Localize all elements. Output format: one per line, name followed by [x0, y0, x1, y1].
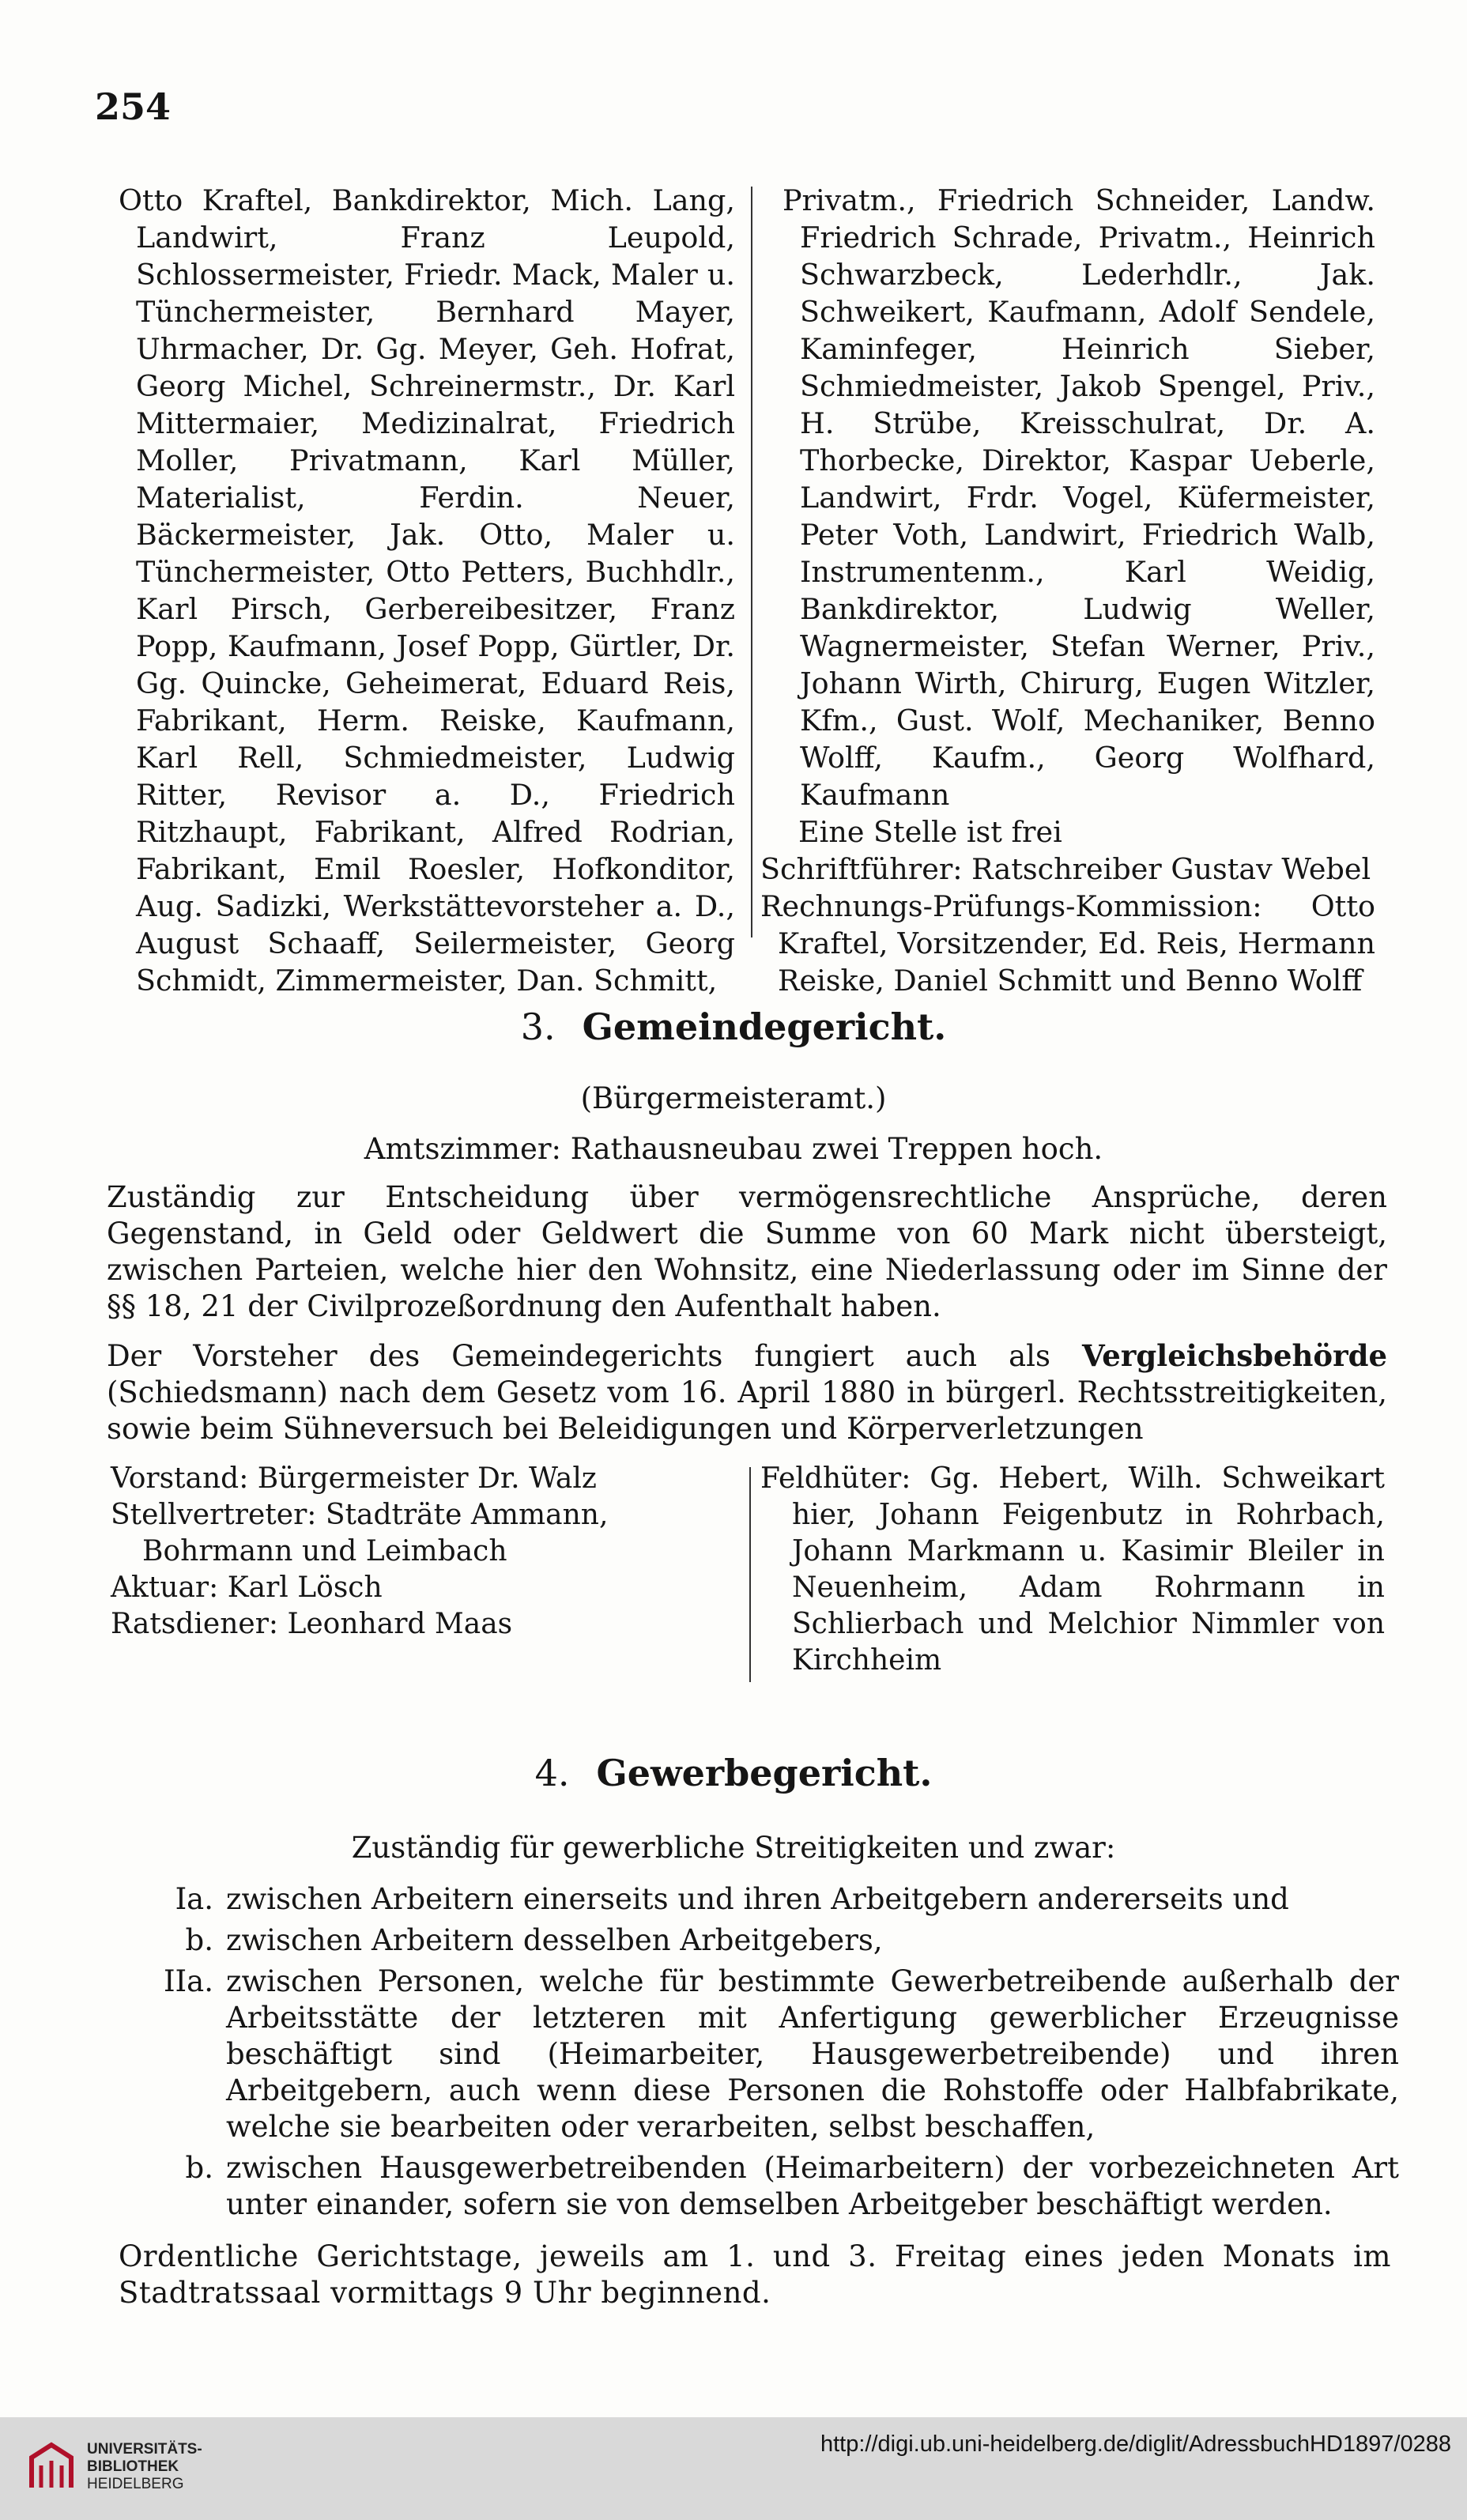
column-divider-section-3	[749, 1467, 751, 1682]
secretary-entry: Schriftführer: Ratschreiber Gustav Webel	[760, 852, 1371, 886]
top-left-column	[119, 182, 735, 999]
staff-chair: Vorstand: Bürgermeister Dr. Walz	[111, 1462, 597, 1495]
section-4-heading	[0, 1752, 1467, 1794]
list-item	[119, 1881, 1399, 1918]
section-4-number: 4.	[534, 1752, 570, 1794]
section-3-staff-left	[111, 1461, 743, 1643]
university-library-logo-icon	[16, 2431, 87, 2502]
list-item-label: b.	[185, 1923, 213, 1957]
section-3-office: Amtszimmer: Rathausneubau zwei Treppen hoch.	[364, 1132, 1103, 1166]
list-item-label: Ia.	[175, 1882, 213, 1916]
mediation-text-part1: Der Vorsteher des Gemeindegerichts fungiert auch als	[107, 1339, 1082, 1373]
vacancy-note: Eine Stelle ist frei	[798, 815, 1062, 849]
top-right-column	[760, 182, 1375, 999]
section-4-court-days	[119, 2239, 1391, 2311]
list-item-text: zwischen Arbeitern desselben Arbeitgebers,	[226, 1923, 883, 1957]
column-divider-top	[751, 187, 752, 937]
list-item	[119, 1922, 1399, 1959]
section-3-title: Gemeindegericht.	[582, 1005, 947, 1048]
list-item-text: zwischen Arbeitern einerseits und ihren Arbeitgebern andererseits und	[226, 1882, 1289, 1916]
section-3-jurisdiction	[107, 1179, 1387, 1325]
section-3-staff-right	[760, 1461, 1385, 1679]
staff-clerk: Aktuar: Karl Lösch	[111, 1571, 383, 1604]
mediation-text-part2: (Schiedsmann) nach dem Gesetz vom 16. April 1880 in bürgerl. Rechtsstreitigkeiten, sowie beim Sühneversuch bei Beleidigungen und Körperverletzungen	[107, 1375, 1387, 1446]
section-3-heading	[0, 1005, 1467, 1048]
section-4-title: Gewerbegericht.	[596, 1752, 933, 1794]
logo-text	[87, 2441, 202, 2493]
list-item-label: b.	[185, 2151, 213, 2185]
section-3-mediation	[107, 1337, 1387, 1447]
list-item-label: IIa.	[163, 1964, 213, 1998]
list-item-text: zwischen Hausgewerbetreibenden (Heimarbeitern) der vorbezeichneten Art unter einander, sofern sie von demselben Arbeitgeber beschäftigt werden.	[226, 2151, 1399, 2221]
jurisdiction-text: Zuständig zur Entscheidung über vermögensrechtliche Ansprüche, deren Gegenstand, in Geld oder Geldwert die Summe von 60 Mark nicht übersteigt, zwischen Parteien, welche hier den Wohnsitz, eine Niederlassung oder im Sinne der §§ 18, 21 der Civilprozeßordnung den Aufenthalt haben.	[107, 1180, 1387, 1323]
logo-line-3: HEIDELBERG	[87, 2476, 184, 2492]
section-3-number: 3.	[520, 1005, 556, 1048]
logo-line-2: BIBLIOTHEK	[87, 2458, 179, 2475]
staff-deputies: Stellvertreter: Stadträte Ammann, Bohrmann und Leimbach	[111, 1499, 609, 1567]
court-days-text: Ordentliche Gerichtstage, jeweils am 1. und 3. Freitag eines jeden Monats im Stadtratssaal vormittags 9 Uhr beginnend.	[119, 2239, 1391, 2310]
section-3-subtitle: (Bürgermeisteramt.)	[580, 1081, 887, 1115]
list-item-text: zwischen Personen, welche für bestimmte Gewerbetreibende außerhalb der Arbeitsstätte der letzteren mit Anfertigung gewerblicher Erzeugnisse beschäftigt sind (Heimarbeiter, Hausgewerbetreibende) und ihren Arbeitgebern, auch wenn diese Personen die Rohstoffe oder Halbfabrikate, welche sie bearbeiten oder verarbeiten, selbst beschaffen,	[226, 1964, 1399, 2144]
member-list-right: Privatm., Friedrich Schneider, Landw. Friedrich Schrade, Privatm., Heinrich Schwarzbeck, Lederhdlr., Jak. Schweikert, Kaufmann, Adolf Sendele, Kaminfeger, Heinrich Sieber, Schmiedmeister, Jakob Spengel, Priv., H. Strübe, Kreisschulrat, Dr. A. Thorbecke, Direktor, Kaspar Ueberle, Landwirt, Frdr. Vogel, Küfermeister, Peter Voth, Landwirt, Friedrich Walb, Instrumentenm., Karl Weidig, Bankdirektor, Ludwig Weller, Wagnermeister, Stefan Werner, Priv., Johann Wirth, Chirurg, Eugen Witzler, Kfm., Gust. Wolf, Mechaniker, Benno Wolff, Kaufm., Georg Wolfhard, Kaufmann	[783, 183, 1375, 812]
mediation-authority: Vergleichsbehörde	[1081, 1338, 1387, 1373]
member-list-left: Otto Kraftel, Bankdirektor, Mich. Lang, Landwirt, Franz Leupold, Schlossermeister, Friedr. Mack, Maler u. Tünchermeister, Bernhard Mayer, Uhrmacher, Dr. Gg. Meyer, Geh. Hofrat, Georg Michel, Schreinermstr., Dr. Karl Mittermaier, Medizinalrat, Friedrich Moller, Privatmann, Karl Müller, Materialist, Ferdin. Neuer, Bäckermeister, Jak. Otto, Maler u. Tünchermeister, Otto Petters, Buchhdlr., Karl Pirsch, Gerbereibesitzer, Franz Popp, Kaufmann, Josef Popp, Gürtler, Dr. Gg. Quincke, Geheimerat, Eduard Reis, Fabrikant, Herm. Reiske, Kaufmann, Karl Rell, Schmiedmeister, Ludwig Ritter, Revisor a. D., Friedrich Ritzhaupt, Fabrikant, Alfred Rodrian, Fabrikant, Emil Roesler, Hofkonditor, Aug. Sadizki, Werkstättevorsteher a. D., August Schaaff, Seilermeister, Georg Schmidt, Zimmermeister, Dan. Schmitt,	[119, 183, 735, 998]
mediation-text	[107, 1337, 1387, 1447]
staff-field-guards: Feldhüter: Gg. Hebert, Wilh. Schweikart hier, Johann Feigenbutz in Rohrbach, Johann Markmann u. Kasimir Bleiler in Neuenheim, Adam Rohrmann in Schlierbach und Melchior Nimmler von Kirchheim	[760, 1462, 1385, 1677]
staff-servant: Ratsdiener: Leonhard Maas	[111, 1608, 513, 1640]
page-number: 254	[95, 85, 172, 128]
section-4-list	[119, 1881, 1399, 2223]
list-item	[119, 1964, 1399, 2145]
logo-line-1: UNIVERSITÄTS-	[87, 2441, 202, 2458]
list-item	[119, 2150, 1399, 2223]
commission-entry: Rechnungs-Prüfungs-Kommission: Otto Kraftel, Vorsitzender, Ed. Reis, Hermann Reiske, Daniel Schmitt und Benno Wolff	[760, 889, 1375, 998]
source-url-link[interactable]: http://digi.ub.uni-heidelberg.de/diglit/AdressbuchHD1897/0288	[820, 2431, 1451, 2457]
section-4-intro: Zuständig für gewerbliche Streitigkeiten und zwar:	[351, 1831, 1116, 1865]
